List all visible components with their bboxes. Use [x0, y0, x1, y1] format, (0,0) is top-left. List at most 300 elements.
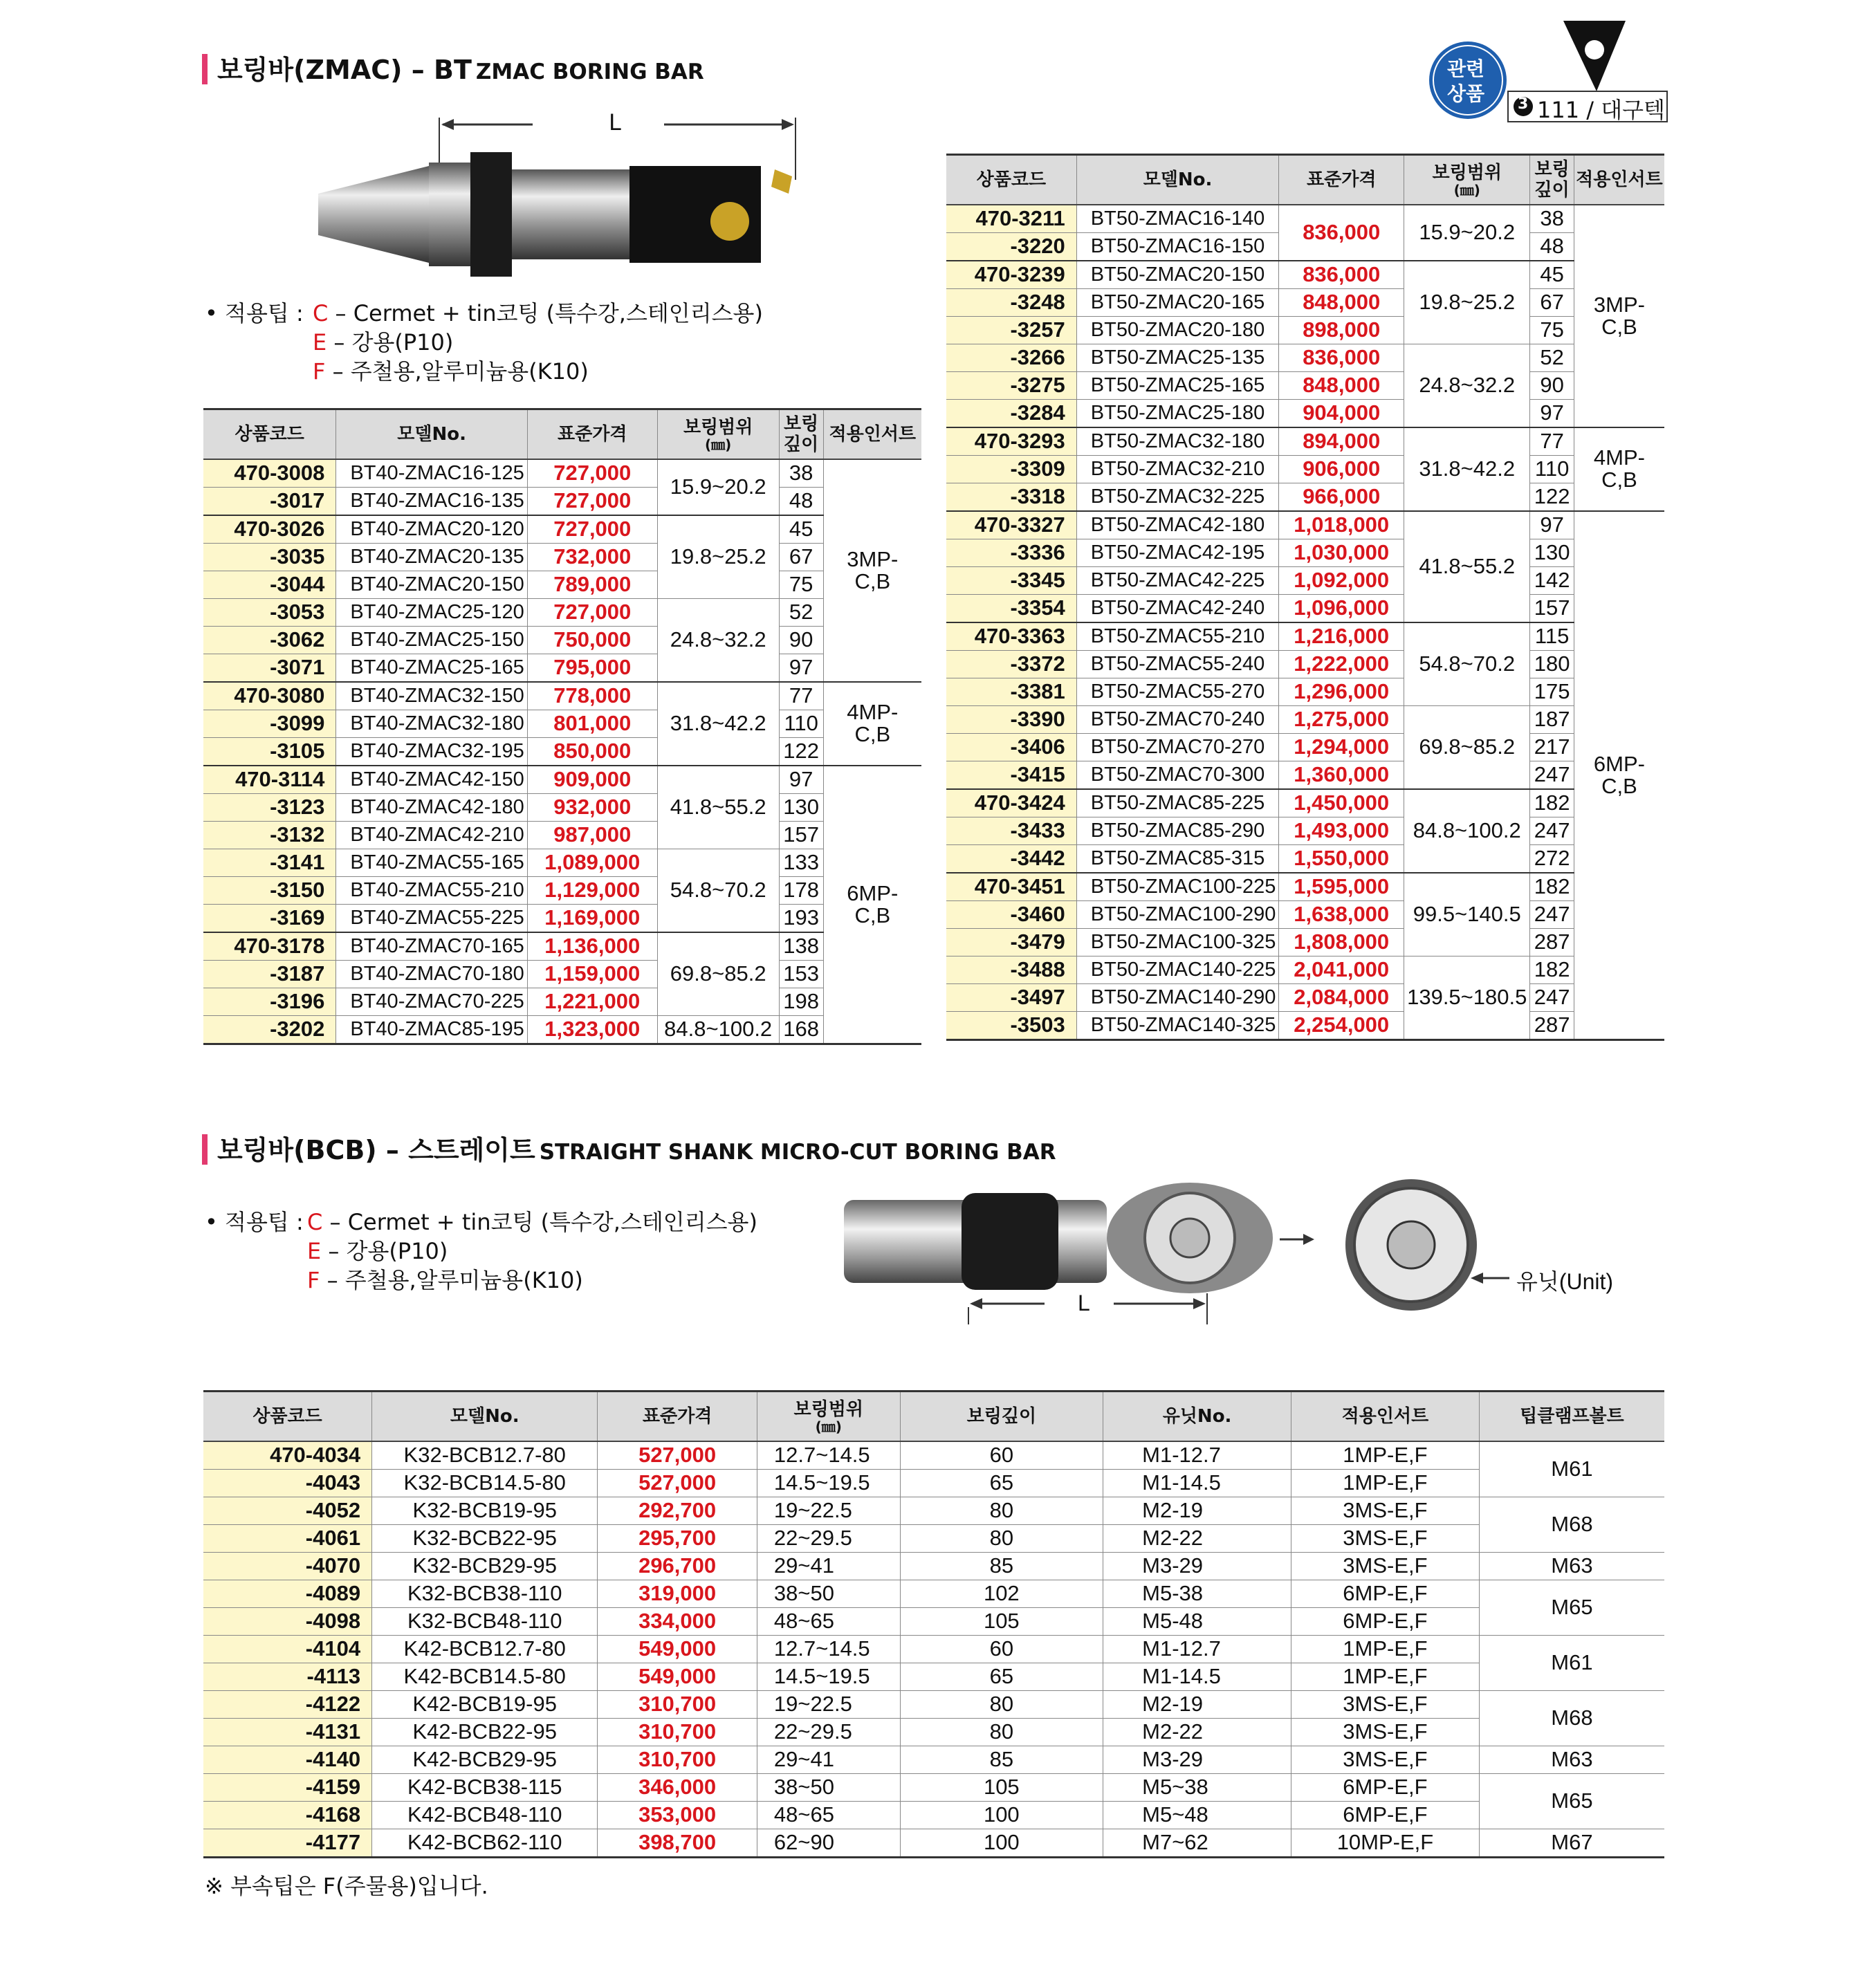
- product-code: -3257: [946, 316, 1076, 344]
- product-code: 470-3026: [203, 515, 336, 544]
- header-insert: 적용인서트: [1291, 1392, 1480, 1441]
- price: 1,294,000: [1279, 733, 1404, 761]
- product-code: -3406: [946, 733, 1076, 761]
- unit-no: M5~38: [1103, 1773, 1291, 1801]
- model-no: K32-BCB22-95: [372, 1524, 598, 1552]
- price: 295,700: [598, 1524, 757, 1552]
- table-row: [203, 737, 921, 766]
- table-row: [203, 1497, 1664, 1524]
- table-row: [203, 793, 921, 821]
- model-no: BT50-ZMAC140-290: [1076, 983, 1279, 1011]
- model-no: BT40-ZMAC85-195: [336, 1015, 527, 1044]
- tip-letter: E: [313, 329, 327, 355]
- header-insert: 적용인서트: [1574, 155, 1664, 205]
- boring-range: 29~41: [757, 1552, 900, 1580]
- model-no: BT40-ZMAC32-195: [336, 737, 527, 766]
- product-code: -3202: [203, 1015, 336, 1044]
- boring-range: 38~50: [757, 1580, 900, 1607]
- boring-range: 41.8~55.2: [657, 766, 779, 849]
- boring-depth: 187: [1530, 705, 1574, 733]
- tip-letter: C: [313, 300, 329, 326]
- product-code: -3105: [203, 737, 336, 766]
- product-code: 470-3239: [946, 261, 1076, 289]
- product-code: -4061: [203, 1524, 372, 1552]
- boring-range: 31.8~42.2: [657, 682, 779, 766]
- header-range: [1404, 155, 1530, 205]
- clamp-bolt: M65: [1479, 1580, 1664, 1635]
- model-no: BT50-ZMAC42-240: [1076, 594, 1279, 622]
- price: 848,000: [1279, 288, 1404, 316]
- product-code: 470-3293: [946, 427, 1076, 456]
- product-code: -3053: [203, 598, 336, 626]
- unit-no: M5~48: [1103, 1801, 1291, 1829]
- product-code: -3275: [946, 371, 1076, 399]
- boring-range: 15.9~20.2: [1404, 205, 1530, 261]
- table-row: [203, 710, 921, 737]
- boring-depth: 80: [900, 1718, 1103, 1746]
- unit-no: M1-12.7: [1103, 1635, 1291, 1663]
- table-row: [203, 1580, 1664, 1607]
- model-no: BT50-ZMAC70-240: [1076, 705, 1279, 733]
- table-row: [946, 928, 1664, 956]
- product-code: -4043: [203, 1469, 372, 1497]
- product-code: -4113: [203, 1663, 372, 1690]
- unit-no: M2-22: [1103, 1718, 1291, 1746]
- boring-depth: 157: [1530, 594, 1574, 622]
- model-no: K42-BCB12.7-80: [372, 1635, 598, 1663]
- table-row: [203, 682, 921, 710]
- header-unit: 유닛No.: [1103, 1392, 1291, 1441]
- price: 1,808,000: [1279, 928, 1404, 956]
- price: 1,136,000: [527, 932, 657, 961]
- price: 801,000: [527, 710, 657, 737]
- unit-no: M1-14.5: [1103, 1469, 1291, 1497]
- boring-range: 48~65: [757, 1607, 900, 1635]
- boring-depth: 85: [900, 1746, 1103, 1773]
- section2-title: [202, 1129, 1056, 1167]
- table-row: [203, 766, 921, 794]
- table-row: [946, 483, 1664, 511]
- table-row: [946, 288, 1664, 316]
- boring-range: 38~50: [757, 1773, 900, 1801]
- boring-depth: 45: [1530, 261, 1574, 289]
- header-code: 상품코드: [203, 1392, 372, 1441]
- model-no: BT40-ZMAC42-180: [336, 793, 527, 821]
- table-row: [203, 1015, 921, 1044]
- boring-depth: 75: [779, 571, 823, 598]
- model-no: BT50-ZMAC25-180: [1076, 399, 1279, 427]
- bcb-boring-bar-image: [830, 1169, 1522, 1335]
- boring-depth: 168: [779, 1015, 823, 1044]
- table-row: [946, 705, 1664, 733]
- price: 310,700: [598, 1746, 757, 1773]
- header-model: 모델No.: [336, 409, 527, 459]
- boring-depth: 60: [900, 1635, 1103, 1663]
- boring-depth: 217: [1530, 733, 1574, 761]
- table-row: [946, 455, 1664, 483]
- header-depth-l2: 깊이: [784, 434, 819, 455]
- product-code: -3497: [946, 983, 1076, 1011]
- table-row: [203, 1635, 1664, 1663]
- insert: 3MS-E,F: [1291, 1746, 1480, 1773]
- model-no: BT50-ZMAC42-225: [1076, 566, 1279, 594]
- product-code: -3017: [203, 487, 336, 515]
- boring-depth: 97: [779, 654, 823, 682]
- clamp-bolt: M63: [1479, 1746, 1664, 1773]
- model-no: BT40-ZMAC20-150: [336, 571, 527, 598]
- boring-depth: 272: [1530, 844, 1574, 873]
- table-row: [203, 571, 921, 598]
- model-no: BT40-ZMAC70-225: [336, 988, 527, 1015]
- price: 898,000: [1279, 316, 1404, 344]
- product-code: 470-3008: [203, 459, 336, 488]
- boring-depth: 133: [779, 849, 823, 876]
- insert: 6MP-E,F: [1291, 1580, 1480, 1607]
- product-code: -3354: [946, 594, 1076, 622]
- insert: 1MP-E,F: [1291, 1469, 1480, 1497]
- header-price: 표준가격: [598, 1392, 757, 1441]
- unit-no: M2-19: [1103, 1690, 1291, 1718]
- header-depth: 보링깊이: [900, 1392, 1103, 1441]
- boring-range: 12.7~14.5: [757, 1635, 900, 1663]
- boring-depth: 175: [1530, 678, 1574, 705]
- header-depth-l2: 깊이: [1534, 179, 1570, 201]
- price: 549,000: [598, 1635, 757, 1663]
- table-row: [203, 487, 921, 515]
- product-code: 470-4034: [203, 1441, 372, 1470]
- section2-tips: [205, 1208, 757, 1295]
- model-no: BT50-ZMAC70-300: [1076, 761, 1279, 789]
- table-row: [946, 594, 1664, 622]
- price: 1,018,000: [1279, 511, 1404, 539]
- insert: 6MP-E,F: [1291, 1773, 1480, 1801]
- model-no: BT40-ZMAC55-210: [336, 876, 527, 904]
- ref-text: 111 / 대구텍: [1537, 97, 1665, 123]
- unit-no: M2-19: [1103, 1497, 1291, 1524]
- boring-depth: 38: [779, 459, 823, 488]
- unit-no: M2-22: [1103, 1524, 1291, 1552]
- model-no: K42-BCB14.5-80: [372, 1663, 598, 1690]
- table-row: [946, 539, 1664, 566]
- tip-text: – Cermet + tin코팅 (특수강,스테인리스용): [322, 1209, 757, 1235]
- price: 750,000: [527, 626, 657, 654]
- boring-depth: 287: [1530, 1011, 1574, 1039]
- boring-depth: 105: [900, 1607, 1103, 1635]
- boring-depth: 80: [900, 1497, 1103, 1524]
- product-code: 470-3451: [946, 873, 1076, 901]
- product-code: -3372: [946, 650, 1076, 678]
- table-row: [946, 399, 1664, 427]
- boring-range: 19~22.5: [757, 1690, 900, 1718]
- product-code: 470-3114: [203, 766, 336, 794]
- boring-depth: 97: [1530, 511, 1574, 539]
- boring-depth: 85: [900, 1552, 1103, 1580]
- price: 1,092,000: [1279, 566, 1404, 594]
- boring-depth: 65: [900, 1469, 1103, 1497]
- boring-range: 62~90: [757, 1829, 900, 1857]
- price: 987,000: [527, 821, 657, 849]
- boring-depth: 130: [779, 793, 823, 821]
- header-depth-l1: 보링: [1534, 158, 1570, 180]
- product-code: -3220: [946, 232, 1076, 261]
- price: 1,216,000: [1279, 622, 1404, 651]
- boring-range: 15.9~20.2: [657, 459, 779, 515]
- insert: 3MS-E,F: [1291, 1524, 1480, 1552]
- model-no: K42-BCB62-110: [372, 1829, 598, 1857]
- boring-depth: 182: [1530, 873, 1574, 901]
- boring-range: 69.8~85.2: [1404, 705, 1530, 789]
- product-code: -3062: [203, 626, 336, 654]
- table-row: [203, 1718, 1664, 1746]
- product-code: -3433: [946, 817, 1076, 844]
- model-no: K42-BCB48-110: [372, 1801, 598, 1829]
- model-no: BT50-ZMAC20-180: [1076, 316, 1279, 344]
- product-code: -3460: [946, 900, 1076, 928]
- price: 1,493,000: [1279, 817, 1404, 844]
- boring-range: 84.8~100.2: [1404, 789, 1530, 873]
- product-code: -3132: [203, 821, 336, 849]
- price: 1,221,000: [527, 988, 657, 1015]
- price: 353,000: [598, 1801, 757, 1829]
- header-range-unit: (㎜): [1453, 181, 1480, 198]
- model-no: K32-BCB12.7-80: [372, 1441, 598, 1470]
- model-no: K42-BCB38-115: [372, 1773, 598, 1801]
- product-code: -3196: [203, 988, 336, 1015]
- model-no: K42-BCB29-95: [372, 1746, 598, 1773]
- tip-text: – 주철용,알루미늄용(K10): [325, 358, 589, 385]
- boring-depth: 77: [1530, 427, 1574, 456]
- price: 836,000: [1279, 344, 1404, 371]
- clamp-bolt: M61: [1479, 1441, 1664, 1497]
- price: 836,000: [1279, 261, 1404, 289]
- product-code: -3071: [203, 654, 336, 682]
- model-no: BT40-ZMAC70-180: [336, 960, 527, 988]
- unit-no: M3-29: [1103, 1746, 1291, 1773]
- product-code: -4159: [203, 1773, 372, 1801]
- bcb-table: [203, 1390, 1664, 1858]
- boring-depth: 247: [1530, 761, 1574, 789]
- insert: 3MP- C,B: [823, 459, 921, 682]
- table-row: [946, 316, 1664, 344]
- model-no: BT50-ZMAC70-270: [1076, 733, 1279, 761]
- boring-depth: 193: [779, 904, 823, 932]
- model-no: BT40-ZMAC70-165: [336, 932, 527, 961]
- header-code: 상품코드: [946, 155, 1076, 205]
- product-code: -3442: [946, 844, 1076, 873]
- insert: 3MS-E,F: [1291, 1552, 1480, 1580]
- bt-dim-label: L: [609, 109, 621, 136]
- price: 836,000: [1279, 205, 1404, 261]
- table-row: [203, 1524, 1664, 1552]
- model-no: BT50-ZMAC20-150: [1076, 261, 1279, 289]
- product-code: -3345: [946, 566, 1076, 594]
- boring-range: 29~41: [757, 1746, 900, 1773]
- product-code: -4131: [203, 1718, 372, 1746]
- table-row: [203, 543, 921, 571]
- boring-depth: 38: [1530, 205, 1574, 233]
- bt40-table: [203, 408, 921, 1045]
- table-row: [946, 261, 1664, 289]
- boring-depth: 247: [1530, 983, 1574, 1011]
- product-code: -3415: [946, 761, 1076, 789]
- price: 2,041,000: [1279, 956, 1404, 983]
- table-row: [203, 1801, 1664, 1829]
- price: 906,000: [1279, 455, 1404, 483]
- price: 1,159,000: [527, 960, 657, 988]
- title-accent-bar: [202, 54, 208, 84]
- insert: 6MP- C,B: [823, 766, 921, 1044]
- boring-depth: 100: [900, 1829, 1103, 1857]
- boring-range: 22~29.5: [757, 1524, 900, 1552]
- price: 1,638,000: [1279, 900, 1404, 928]
- model-no: BT40-ZMAC25-165: [336, 654, 527, 682]
- model-no: BT40-ZMAC20-135: [336, 543, 527, 571]
- table-row: [946, 678, 1664, 705]
- boring-depth: 102: [900, 1580, 1103, 1607]
- boring-range: 19~22.5: [757, 1497, 900, 1524]
- product-code: 470-3424: [946, 789, 1076, 817]
- price: 850,000: [527, 737, 657, 766]
- header-range-unit: (㎜): [705, 436, 732, 453]
- bt-boring-bar-image: [311, 104, 809, 277]
- price: 727,000: [527, 487, 657, 515]
- price: 789,000: [527, 571, 657, 598]
- unit-label: 유닛(Unit): [1516, 1269, 1614, 1294]
- product-code: 470-3178: [203, 932, 336, 961]
- model-no: BT40-ZMAC32-180: [336, 710, 527, 737]
- price: 292,700: [598, 1497, 757, 1524]
- tip-text: – Cermet + tin코팅 (특수강,스테인리스용): [328, 300, 763, 326]
- table-row: [203, 515, 921, 544]
- price: 795,000: [527, 654, 657, 682]
- boring-depth: 122: [1530, 483, 1574, 511]
- price: 319,000: [598, 1580, 757, 1607]
- boring-depth: 110: [779, 710, 823, 737]
- model-no: K42-BCB22-95: [372, 1718, 598, 1746]
- table-row: [203, 598, 921, 626]
- price: 310,700: [598, 1690, 757, 1718]
- table-row: [946, 344, 1664, 371]
- table-row: [203, 876, 921, 904]
- price: 527,000: [598, 1441, 757, 1470]
- price: 398,700: [598, 1829, 757, 1857]
- boring-depth: 130: [1530, 539, 1574, 566]
- boring-depth: 287: [1530, 928, 1574, 956]
- tip-letter: E: [307, 1238, 322, 1264]
- bcb-dim-label: L: [1078, 1291, 1090, 1315]
- unit-no: M1-12.7: [1103, 1441, 1291, 1470]
- boring-depth: 122: [779, 737, 823, 766]
- model-no: BT50-ZMAC32-180: [1076, 427, 1279, 456]
- model-no: BT50-ZMAC32-225: [1076, 483, 1279, 511]
- model-no: BT50-ZMAC140-225: [1076, 956, 1279, 983]
- table-row: [946, 844, 1664, 873]
- price: 966,000: [1279, 483, 1404, 511]
- product-code: -3381: [946, 678, 1076, 705]
- table-row: [203, 821, 921, 849]
- section2-title-en: STRAIGHT SHANK MICRO-CUT BORING BAR: [539, 1140, 1056, 1165]
- boring-depth: 80: [900, 1690, 1103, 1718]
- ref-num: 3: [1518, 95, 1529, 113]
- price: 778,000: [527, 682, 657, 710]
- boring-depth: 48: [779, 487, 823, 515]
- price: 1,296,000: [1279, 678, 1404, 705]
- insert: 6MP-E,F: [1291, 1607, 1480, 1635]
- price: 1,222,000: [1279, 650, 1404, 678]
- unit-arrow-icon: [1469, 1271, 1511, 1285]
- model-no: BT50-ZMAC55-240: [1076, 650, 1279, 678]
- table-row: [203, 459, 921, 488]
- tips-label: • 적용팁 :: [205, 300, 304, 326]
- model-no: BT50-ZMAC85-225: [1076, 789, 1279, 817]
- product-code: -3141: [203, 849, 336, 876]
- header-depth-l1: 보링: [784, 413, 819, 434]
- price: 932,000: [527, 793, 657, 821]
- model-no: BT40-ZMAC32-150: [336, 682, 527, 710]
- price: 1,275,000: [1279, 705, 1404, 733]
- boring-range: 24.8~32.2: [657, 598, 779, 682]
- table-row: [203, 849, 921, 876]
- related-product-badge: [1425, 14, 1674, 124]
- product-code: -3099: [203, 710, 336, 737]
- model-no: BT40-ZMAC55-225: [336, 904, 527, 932]
- price: 334,000: [598, 1607, 757, 1635]
- boring-range: 19.8~25.2: [657, 515, 779, 599]
- boring-depth: 65: [900, 1663, 1103, 1690]
- tip-letter: C: [307, 1209, 323, 1235]
- price: 346,000: [598, 1773, 757, 1801]
- product-code: -3035: [203, 543, 336, 571]
- table-row: [203, 904, 921, 932]
- table-row: [946, 371, 1664, 399]
- clamp-bolt: M67: [1479, 1829, 1664, 1857]
- boring-range: 99.5~140.5: [1404, 873, 1530, 956]
- boring-range: 31.8~42.2: [1404, 427, 1530, 511]
- boring-range: 54.8~70.2: [1404, 622, 1530, 706]
- header-bolt: 팁클램프볼트: [1479, 1392, 1664, 1441]
- insert: 10MP-E,F: [1291, 1829, 1480, 1857]
- product-code: -3488: [946, 956, 1076, 983]
- boring-depth: 97: [1530, 399, 1574, 427]
- price: 1,450,000: [1279, 789, 1404, 817]
- header-price: 표준가격: [527, 409, 657, 459]
- table-row: [946, 427, 1664, 456]
- header-model: 모델No.: [1076, 155, 1279, 205]
- price: 310,700: [598, 1718, 757, 1746]
- product-code: -3479: [946, 928, 1076, 956]
- product-code: -4098: [203, 1607, 372, 1635]
- insert: 3MS-E,F: [1291, 1718, 1480, 1746]
- header-code: 상품코드: [203, 409, 336, 459]
- table-row: [946, 733, 1664, 761]
- insert: 6MP-E,F: [1291, 1801, 1480, 1829]
- price: 1,129,000: [527, 876, 657, 904]
- table-row: [203, 1746, 1664, 1773]
- product-code: 470-3363: [946, 622, 1076, 651]
- product-code: -3150: [203, 876, 336, 904]
- model-no: BT50-ZMAC85-315: [1076, 844, 1279, 873]
- price: 1,550,000: [1279, 844, 1404, 873]
- product-code: -3169: [203, 904, 336, 932]
- product-code: -4168: [203, 1801, 372, 1829]
- boring-depth: 180: [1530, 650, 1574, 678]
- model-no: BT40-ZMAC25-150: [336, 626, 527, 654]
- table-row: [946, 650, 1664, 678]
- product-code: -3309: [946, 455, 1076, 483]
- model-no: BT50-ZMAC20-165: [1076, 288, 1279, 316]
- model-no: BT50-ZMAC100-325: [1076, 928, 1279, 956]
- boring-range: 19.8~25.2: [1404, 261, 1530, 344]
